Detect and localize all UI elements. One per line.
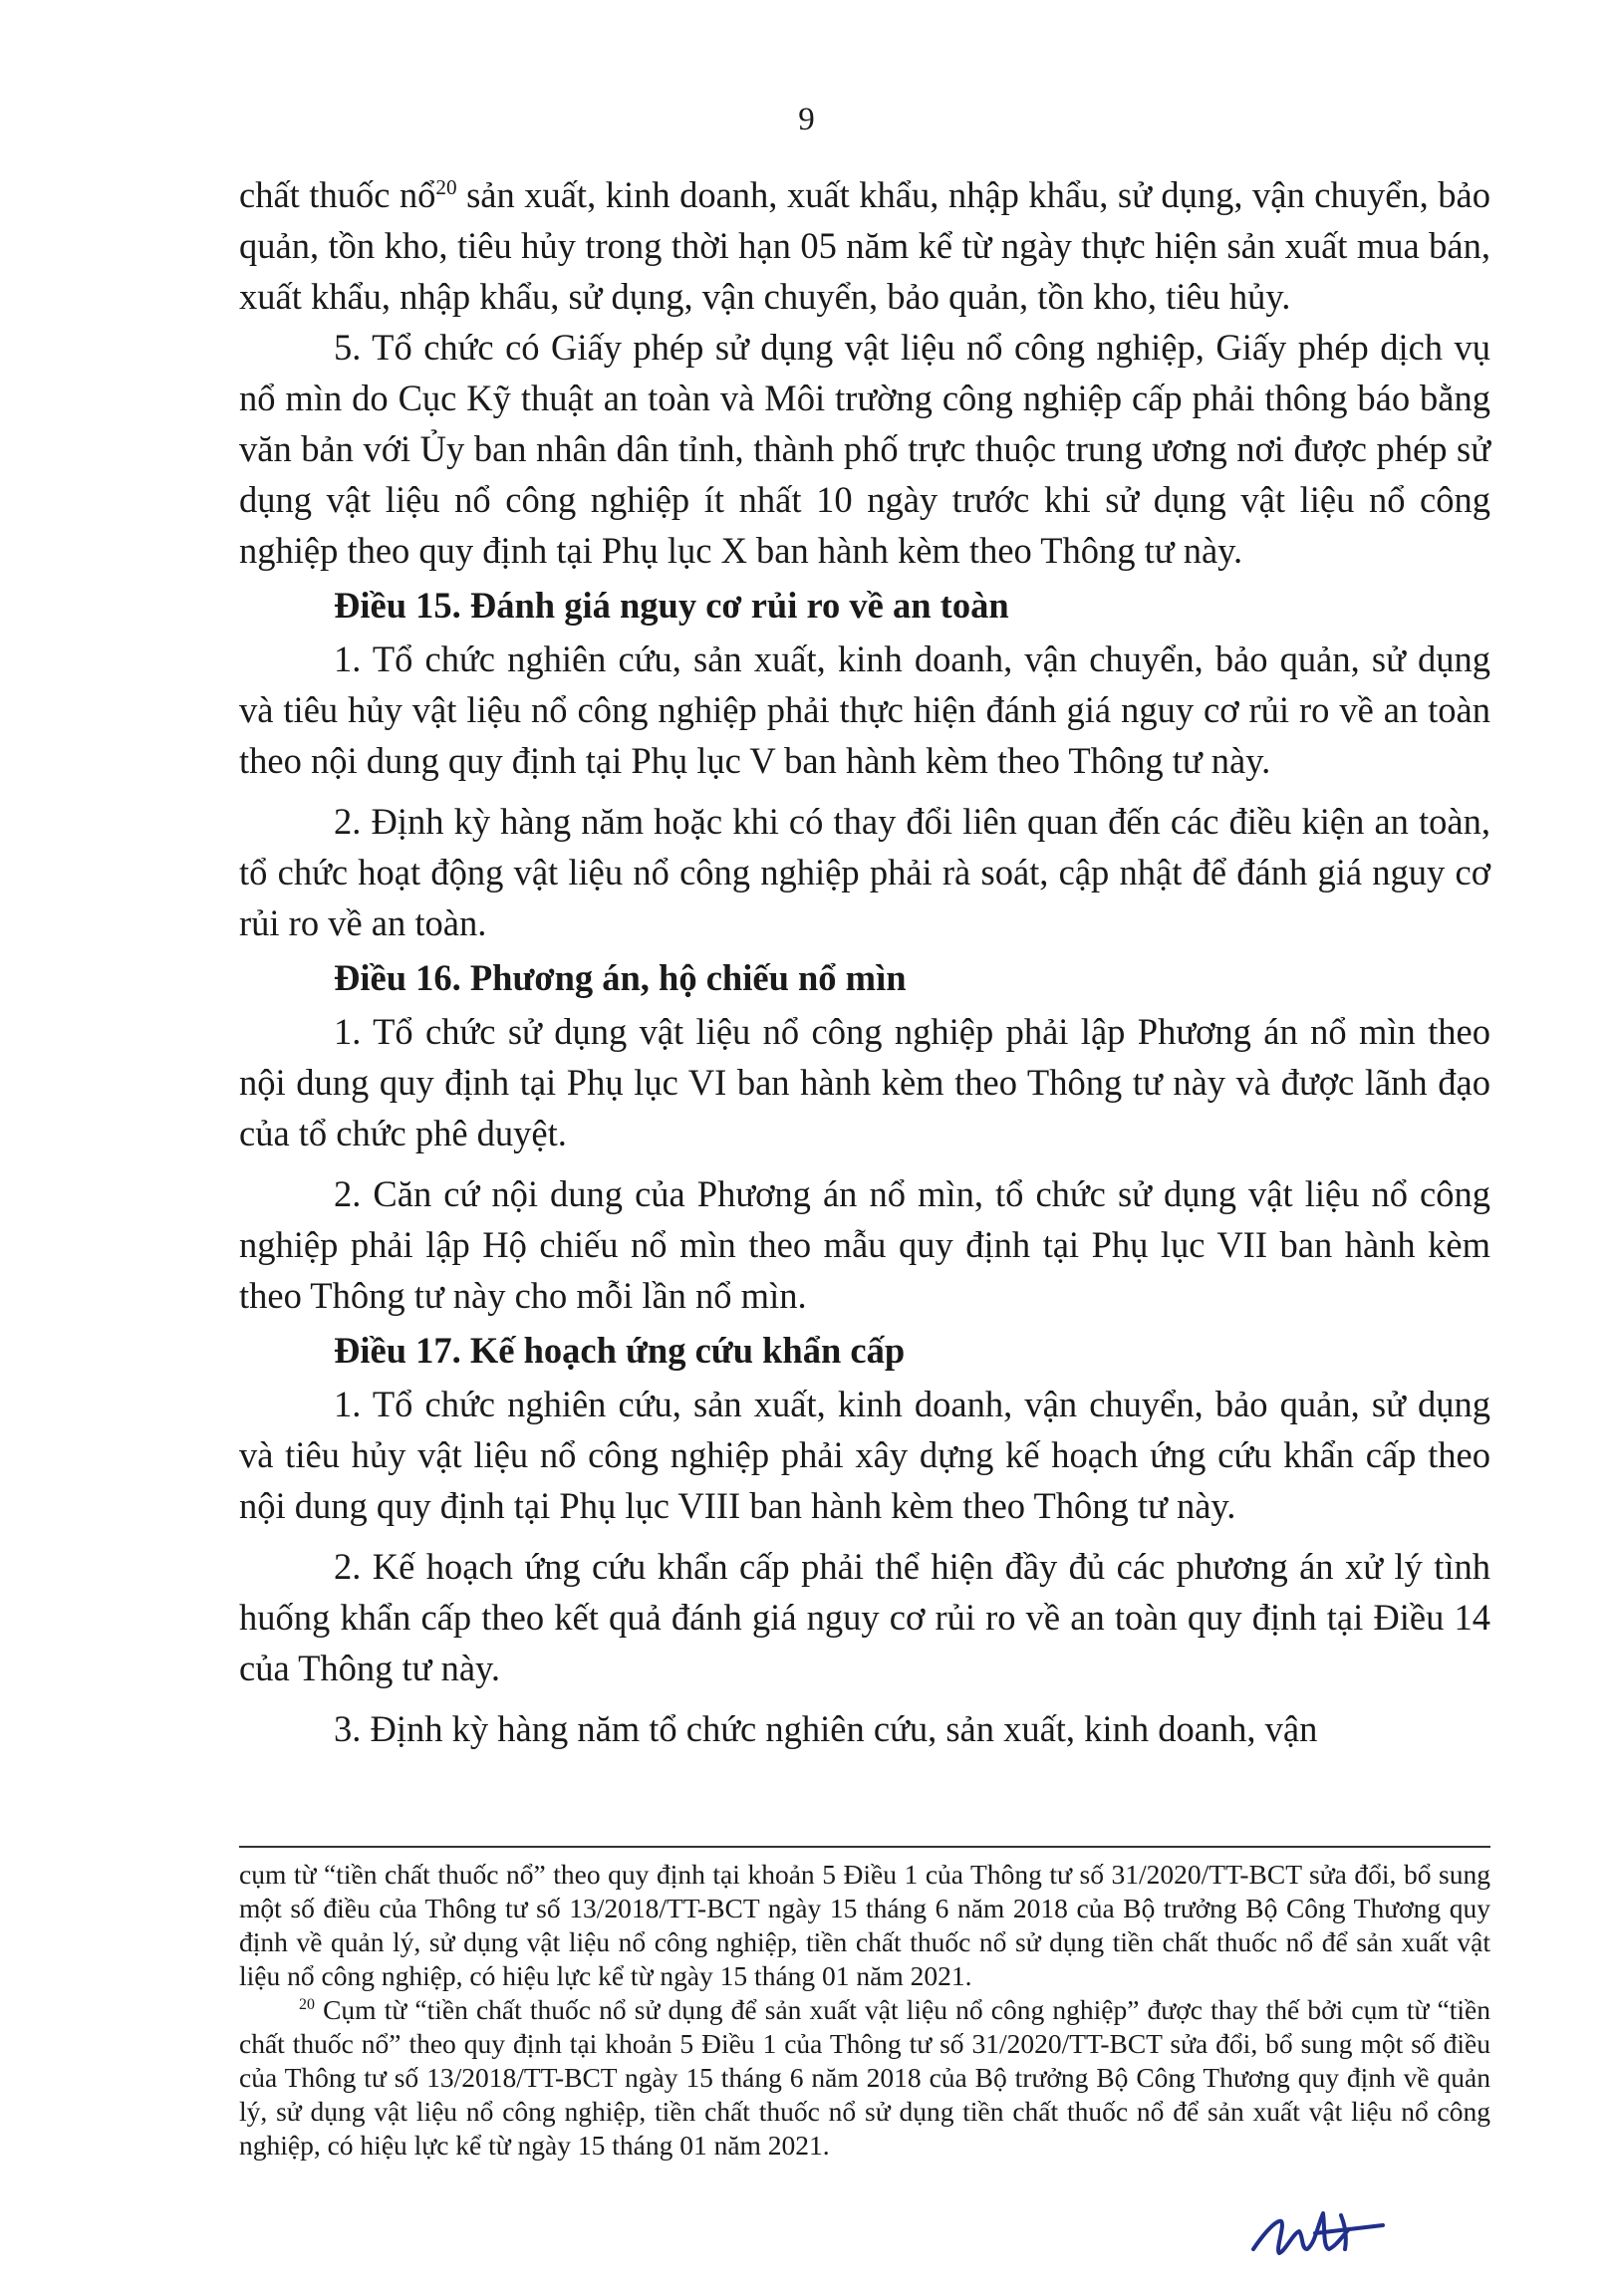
article-15-clause-1: 1. Tổ chức nghiên cứu, sản xuất, kinh doanh, vận chuyển, bảo quản, sử dụng và tiêu hủy vật liệu nổ công nghiệp phải thực hiện đánh giá nguy cơ rủi ro về an toàn theo nội dung quy định tại Phụ lục V ban hành kèm theo Thông tư này. — [239, 638, 1490, 781]
footnote-20-text: Cụm từ “tiền chất thuốc nổ sử dụng để sản xuất vật liệu nổ công nghiệp” được thay thế bởi cụm từ “tiền chất thuốc nổ” theo quy định tại khoản 5 Điều 1 của Thông tư số 31/2020/TT-BCT sửa đổi, bổ sung một số điều của Thông tư số 13/2018/TT-BCT ngày 15 tháng 6 năm 2018 của Bộ trưởng Bộ Công Thương quy định về quản lý, sử dụng vật liệu nổ công nghiệp, tiền chất thuốc nổ sử dụng tiền chất thuốc nổ để sản xuất vật liệu nổ công nghiệp, có hiệu lực kể từ ngày 15 tháng 01 năm 2021. — [239, 1994, 1490, 2161]
paragraph-continued-text: chất thuốc nổ — [239, 174, 436, 215]
article-16-clause-2: 2. Căn cứ nội dung của Phương án nổ mìn, tổ chức sử dụng vật liệu nổ công nghiệp phải lập Hộ chiếu nổ mìn theo mẫu quy định tại Phụ lục VII ban hành kèm theo Thông tư này cho mỗi lần nổ mìn. — [239, 1173, 1490, 1316]
article-15-clause-2: 2. Định kỳ hàng năm hoặc khi có thay đổi liên quan đến các điều kiện an toàn, tổ chức hoạt động vật liệu nổ công nghiệp phải rà soát, cập nhật để đánh giá nguy cơ rủi ro về an toàn. — [239, 801, 1490, 943]
article-17-clause-2: 2. Kế hoạch ứng cứu khẩn cấp phải thể hiện đầy đủ các phương án xử lý tình huống khẩn cấp theo kết quả đánh giá nguy cơ rủi ro về an toàn quy định tại Điều 14 của Thông tư này. — [239, 1546, 1490, 1688]
footnote-separator — [239, 1846, 1490, 1848]
signature-stroke — [1253, 2213, 1383, 2253]
clause-5: 5. Tổ chức có Giấy phép sử dụng vật liệu nổ công nghiệp, Giấy phép dịch vụ nổ mìn do Cục Kỹ thuật an toàn và Môi trường công nghiệp cấp phải thông báo bằng văn bản với Ủy ban nhân dân tỉnh, thành phố trực thuộc trung ương nơi được phép sử dụng vật liệu nổ công nghiệp ít nhất 10 ngày trước khi sử dụng vật liệu nổ công nghiệp theo quy định tại Phụ lục X ban hành kèm theo Thông tư này. — [239, 327, 1490, 571]
document-body — [239, 169, 1490, 1754]
article-15-heading: Điều 15. Đánh giá nguy cơ rủi ro về an toàn — [334, 585, 1009, 626]
footnote-20-mark: 20 — [299, 1995, 315, 2013]
footnote-ref-20: 20 — [435, 174, 457, 199]
paragraph-continued — [239, 169, 1490, 322]
article-17-clause-3: 3. Định kỳ hàng năm tổ chức nghiên cứu, sản xuất, kinh doanh, vận — [334, 1708, 1318, 1749]
article-17-clause-1: 1. Tổ chức nghiên cứu, sản xuất, kinh doanh, vận chuyển, bảo quản, sử dụng và tiêu hủy vật liệu nổ công nghiệp phải xây dựng kế hoạch ứng cứu khẩn cấp theo nội dung quy định tại Phụ lục VIII ban hành kèm theo Thông tư này. — [239, 1384, 1490, 1526]
article-17-heading: Điều 17. Kế hoạch ứng cứu khẩn cấp — [334, 1330, 906, 1371]
footnotes — [239, 1858, 1490, 2163]
article-16-clause-1: 1. Tổ chức sử dụng vật liệu nổ công nghiệp phải lập Phương án nổ mìn theo nội dung quy định tại Phụ lục VI ban hành kèm theo Thông tư này và được lãnh đạo của tổ chức phê duyệt. — [239, 1011, 1490, 1153]
footnote-19-continued: cụm từ “tiền chất thuốc nổ” theo quy định tại khoản 5 Điều 1 của Thông tư số 31/2020/TT-BCT sửa đổi, bổ sung một số điều của Thông tư số 13/2018/TT-BCT ngày 15 tháng 6 năm 2018 của Bộ trưởng Bộ Công Thương quy định về quản lý, sử dụng vật liệu nổ công nghiệp, tiền chất thuốc nổ sử dụng tiền chất thuốc nổ để sản xuất vật liệu nổ công nghiệp, có hiệu lực kể từ ngày 15 tháng 01 năm 2021. — [239, 1859, 1490, 1991]
footnote-20 — [239, 1993, 1490, 2163]
initials-signature-icon — [1245, 2191, 1390, 2281]
article-16-heading: Điều 16. Phương án, hộ chiếu nổ mìn — [334, 957, 907, 998]
page-number: 9 — [798, 102, 815, 137]
paragraph-continued-text-2: sản xuất, kinh doanh, xuất khẩu, nhập khẩu, sử dụng, vận chuyển, bảo quản, tồn kho, tiêu hủy trong thời hạn 05 năm kể từ ngày thực hiện sản xuất mua bán, xuất khẩu, nhập khẩu, sử dụng, vận chuyển, bảo quản, tồn kho, tiêu hủy. — [239, 174, 1490, 317]
